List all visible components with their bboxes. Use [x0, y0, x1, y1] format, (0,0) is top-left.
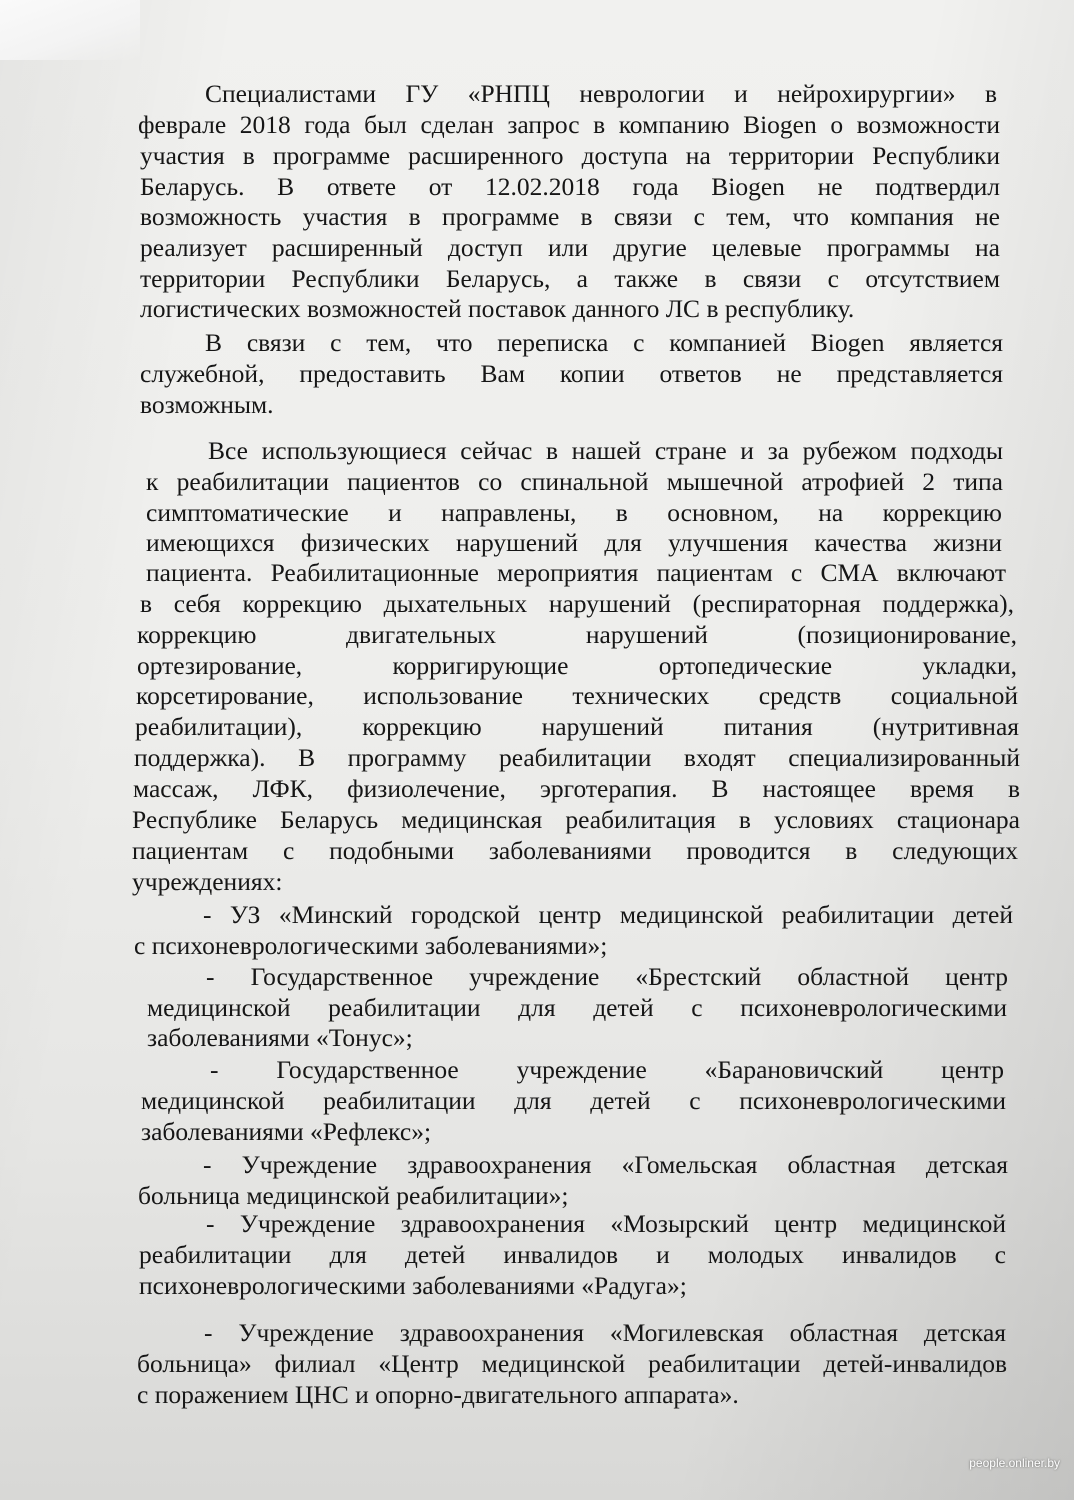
list-item-3-line-3: заболеваниями «Рефлекс»; [141, 1117, 432, 1146]
paragraph-2-line-2: служебной, предоставить Вам копии ответов не представляется [140, 359, 1003, 388]
paragraph-3-line-11: поддержка). В программу реабилитации входят специализированный [134, 743, 1020, 772]
paragraph-3-line-15: учреждениях: [132, 867, 283, 896]
list-item-6-line-3: с поражением ЦНС и опорно-двигательного аппарата». [137, 1380, 739, 1409]
paragraph-1-line-4: Беларусь. В ответе от 12.02.2018 года Biogen не подтвердил [140, 172, 1000, 201]
paragraph-3-line-5: пациента. Реабилитационные мероприятия пациентам с СМА включают [146, 558, 1006, 587]
list-item-3-line-1: - Государственное учреждение «Барановичский центр [210, 1055, 1004, 1084]
paragraph-3-line-9: корсетирование, использование технических средств социальной [136, 681, 1018, 710]
paragraph-1-line-2: феврале 2018 года был сделан запрос в компанию Biogen о возможности [138, 110, 1000, 139]
paragraph-3-line-6: в себя коррекцию дыхательных нарушений (респираторная поддержка), [140, 589, 1014, 618]
paragraph-3-line-3: симптоматические и направлены, в основном, на коррекцию [146, 498, 1002, 527]
paragraph-3-line-2: к реабилитации пациентов со спинальной мышечной атрофией 2 типа [146, 467, 1003, 496]
paragraph-3-line-8: ортезирование, корригирующие ортопедические укладки, [137, 651, 1017, 680]
list-item-3-line-2: медицинской реабилитации для детей с психоневрологическими [141, 1086, 1006, 1115]
paragraph-2-line-3: возможным. [140, 390, 274, 419]
paragraph-3-line-1: Все использующиеся сейчас в нашей стране и за рубежом подходы [208, 436, 1003, 465]
paragraph-1-line-6: реализует расширенный доступ или другие целевые программы на [140, 233, 1000, 262]
list-item-5-line-3: психоневрологическими заболеваниями «Радуга»; [139, 1271, 687, 1300]
list-item-6-line-2: больница» филиал «Центр медицинской реабилитации детей-инвалидов [137, 1349, 1007, 1378]
paragraph-1-line-7: территории Республики Беларусь, а также в связи с отсутствием [140, 264, 1000, 293]
paragraph-3-line-4: имеющихся физических нарушений для улучшения качества жизни [146, 528, 1002, 557]
paragraph-2-line-1: В связи с тем, что переписка с компанией Biogen является [205, 328, 1003, 357]
list-item-4-line-1: - Учреждение здравоохранения «Гомельская областная детская [203, 1150, 1008, 1179]
paragraph-3-line-14: пациентам с подобными заболеваниями проводится в следующих [132, 836, 1018, 865]
paragraph-1-line-1: Специалистами ГУ «РНПЦ неврологии и нейрохирургии» в [205, 79, 997, 108]
list-item-2-line-1: - Государственное учреждение «Брестский областной центр [206, 962, 1008, 991]
list-item-5-line-2: реабилитации для детей инвалидов и молодых инвалидов с [139, 1240, 1006, 1269]
paragraph-1-line-8: логистических возможностей поставок данного ЛС в республику. [140, 294, 855, 323]
paragraph-3-line-12: массаж, ЛФК, физиолечение, эрготерапия. В настоящее время в [133, 774, 1020, 803]
paragraph-1-line-5: возможность участия в программе в связи с тем, что компания не [140, 202, 1000, 231]
paragraph-3-line-13: Республике Беларусь медицинская реабилитация в условиях стационара [132, 805, 1020, 834]
list-item-4-line-2: больница медицинской реабилитации»; [138, 1181, 569, 1210]
paragraph-3-line-10: реабилитации), коррекцию нарушений питания (нутритивная [135, 712, 1019, 741]
list-item-5-line-1: - Учреждение здравоохранения «Мозырский центр медицинской [206, 1209, 1006, 1238]
list-item-6-line-1: - Учреждение здравоохранения «Могилевская областная детская [204, 1318, 1006, 1347]
paragraph-3-line-7: коррекцию двигательных нарушений (позиционирование, [137, 620, 1017, 649]
list-item-1-line-1: - УЗ «Минский городской центр медицинской реабилитации детей [203, 900, 1013, 929]
paragraph-1-line-3: участия в программе расширенного доступа на территории Республики [140, 141, 1000, 170]
list-item-2-line-3: заболеваниями «Тонус»; [147, 1023, 413, 1052]
list-item-1-line-2: с психоневрологическими заболеваниями»; [134, 931, 608, 960]
list-item-2-line-2: медицинской реабилитации для детей с психоневрологическими [147, 993, 1007, 1022]
source-watermark: people.onliner.by [969, 1456, 1060, 1470]
